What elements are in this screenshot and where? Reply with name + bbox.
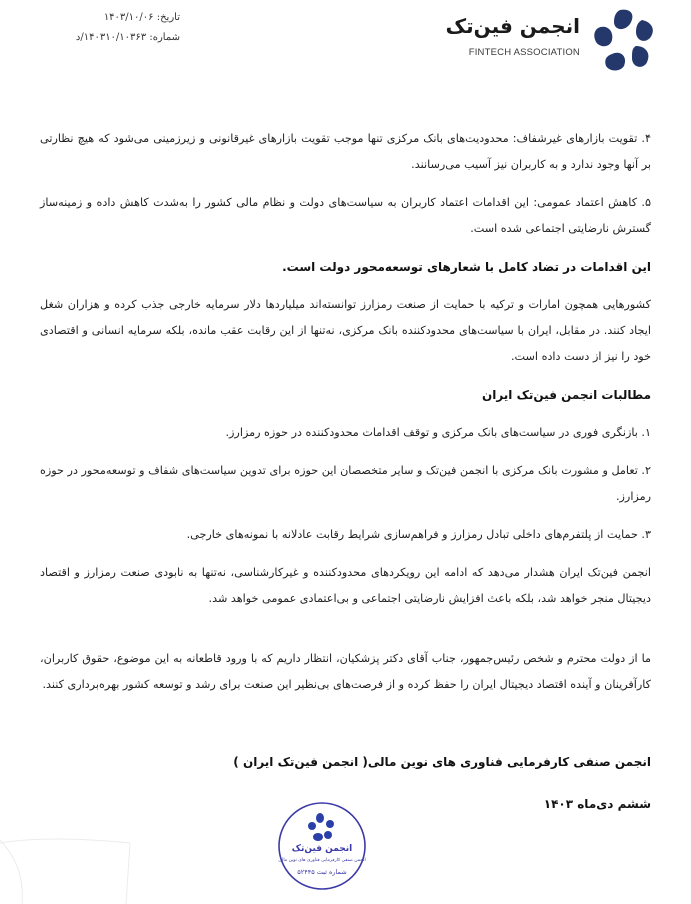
logo-name-en: FINTECH ASSOCIATION xyxy=(468,47,580,58)
fintech-association-logo xyxy=(420,6,660,74)
signature-date: ششم دی‌ماه ۱۴۰۳ xyxy=(543,797,651,811)
signature-organization: انجمن صنفی کارفرمایی فناوری های نوین مالی( انجمن فین‌تک ایران ) xyxy=(233,755,651,769)
stamp-registration: شماره ثبت ۵۲۴۴۵ xyxy=(297,868,347,876)
demand-item-1: ۱. بازنگری فوری در سیاست‌های بانک مرکزی و توقف اقدامات محدودکننده در حوزه رمزارز. xyxy=(225,426,651,439)
consequence-item-4: ۴. تقویت بازارهای غیرشفاف: محدودیت‌های بانک مرکزی تنها موجب تقویت بازارهای غیرقانونی و زیرزمینی می‌شود که هیچ نظارتی بر آنها وجود ندارد و به کاربران نیز آسیب می‌رسانند. xyxy=(40,132,651,171)
demand-item-2: ۲. تعامل و مشورت بانک مرکزی با انجمن فین‌تک و سایر متخصصان این حوزه برای تدوین سیاست‌های شفاف و توسعه‌محور در حوزه رمزارز. xyxy=(40,464,651,503)
comparison-paragraph: کشورهایی همچون امارات و ترکیه با حمایت از صنعت رمزارز توانسته‌اند میلیاردها دلار سرمایه خارجی جذب کرده و هزاران شغل ایجاد کنند. در مقابل، ایران با سیاست‌های محدودکننده بانک مرکزی، نه‌تنها از این رقابت عقب مانده، بلکه سرمایه انسانی و اقتصادی خود را نیز از دست داده است. xyxy=(40,298,651,363)
contradiction-heading: این اقدامات در تضاد کامل با شعارهای توسعه‌محور دولت است. xyxy=(282,260,651,274)
request-paragraph: ما از دولت محترم و شخص رئیس‌جمهور، جناب آقای دکتر پزشکیان، انتظار داریم که با ورود قاطعانه به این موضوع، حقوق کاربران، کارآفرینان و آینده اقتصاد دیجیتال ایران را حفظ کرده و از فرصت‌های بی‌نظیر این صنعت برای رشد و توسعه کشور بهره‌برداری کنند. xyxy=(40,652,651,691)
date-label: تاریخ: xyxy=(156,12,180,23)
number-value: ۱۴۰۳۱۰/۱۰۳۶۳/د xyxy=(75,32,147,43)
demands-heading: مطالبات انجمن فین‌تک ایران xyxy=(481,388,651,402)
letter-meta xyxy=(40,8,180,48)
warning-paragraph: انجمن فین‌تک ایران هشدار می‌دهد که ادامه این رویکردهای محدودکننده و غیرکارشناسی، نه‌تنها به نابودی صنعت رمزارز و اقتصاد دیجیتال منجر خواهد شد، بلکه باعث افزایش نارضایتی اجتماعی و بی‌اعتمادی عمومی خواهد شد. xyxy=(40,566,651,605)
date-value: ۱۴۰۳/۱۰/۰۶ xyxy=(103,12,154,23)
stamp-subtitle: انجمن صنفی کارفرمایی فناوری های نوین مالی xyxy=(278,858,366,863)
date-line xyxy=(40,8,180,28)
demand-item-3: ۳. حمایت از پلتفرم‌های داخلی تبادل رمزارز و فراهم‌سازی شرایط رقابت عادلانه با نمونه‌های خارجی. xyxy=(186,528,651,541)
stamp-title: انجمن فین‌تک xyxy=(291,844,353,854)
letter-body xyxy=(40,126,651,710)
logo-name-fa: انجمن فین‌تک xyxy=(445,14,580,38)
number-line xyxy=(40,28,180,48)
number-label: شماره: xyxy=(149,32,180,43)
official-stamp xyxy=(276,800,368,892)
fintech-association-logo-icon xyxy=(590,6,658,74)
consequence-item-5: ۵. کاهش اعتماد عمومی: این اقدامات اعتماد کاربران به سیاست‌های دولت و نظام مالی کشور را به‌شدت کاهش داده و زمینه‌ساز گسترش نارضایتی اجتماعی شده است. xyxy=(40,196,651,235)
